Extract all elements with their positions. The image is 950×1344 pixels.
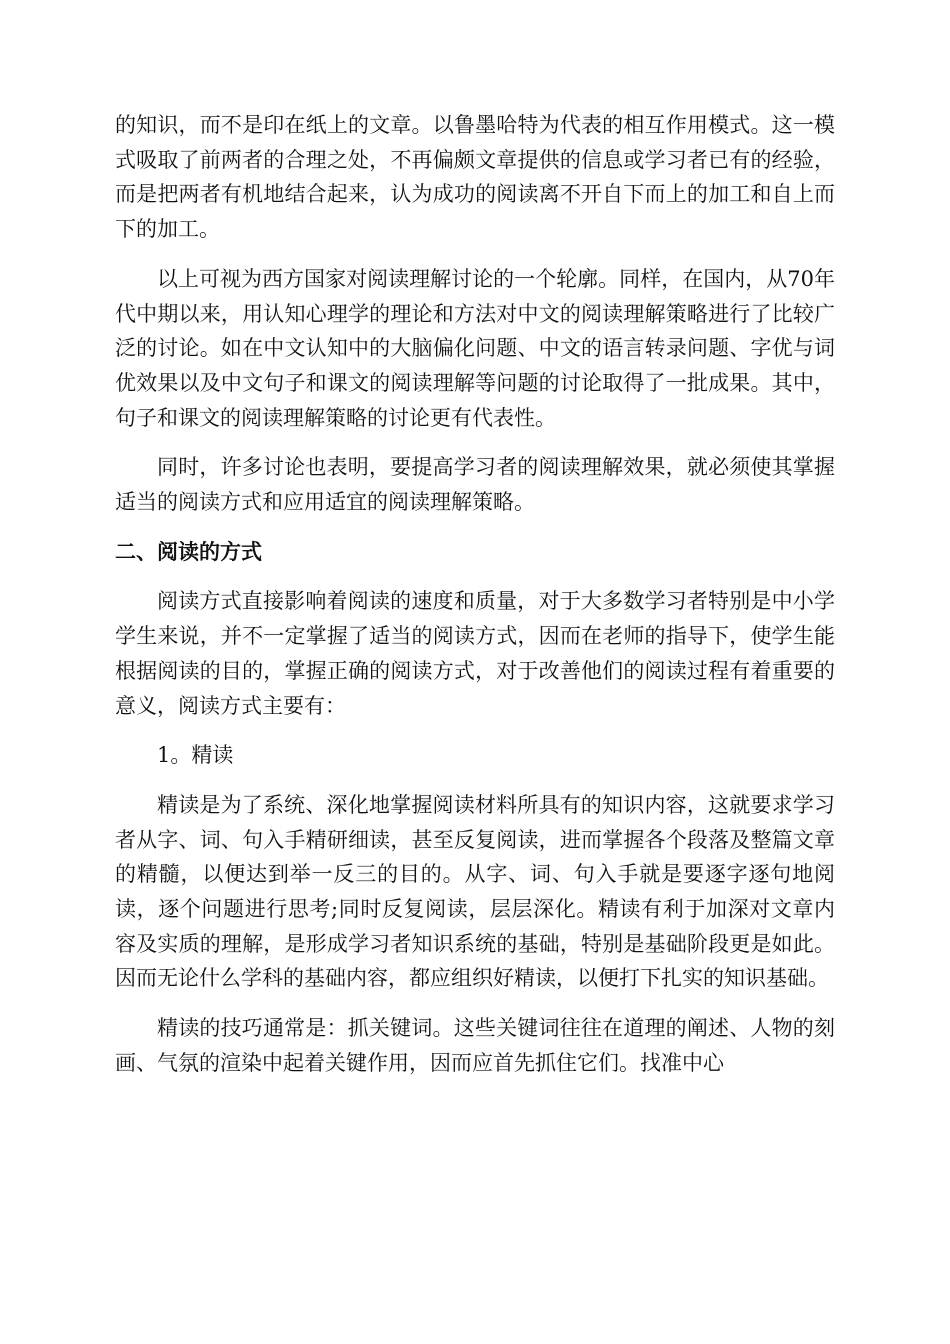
section-heading-reading-methods: 二、阅读的方式 [115, 539, 262, 564]
paragraph-reading-methods-intro: 阅读方式直接影响着阅读的速度和质量，对于大多数学习者特别是中小学学生来说，并不一定掌握了适当的阅读方式，因而在老师的指导下，使学生能根据阅读的目的，掌握正确的阅读方式，对于改善他们的阅读过程有着重要的意义，阅读方式主要有： [115, 589, 835, 718]
paragraph-western-overview: 以上可视为西方国家对阅读理解讨论的一个轮廓。同样，在国内，从70年代中期以来，用认知心理学的理论和方法对中文的阅读理解策略进行了比较广泛的讨论。如在中文认知中的大脑偏化问题、中文的语言转录问题、字优与词优效果以及中文句子和课文的阅读理解等问题的讨论取得了一批成果。其中，句子和课文的阅读理解策略的讨论更有代表性。 [115, 266, 835, 430]
paragraph-discussion-conclusion: 同时，许多讨论也表明，要提高学习者的阅读理解效果，就必须使其掌握适当的阅读方式和应用适宜的阅读理解策略。 [115, 455, 835, 515]
document-page [115, 108, 835, 1096]
paragraph-intensive-reading-techniques: 精读的技巧通常是：抓关键词。这些关键词往往在道理的阐述、人物的刻画、气氛的渲染中起着关键作用，因而应首先抓住它们。找准中心 [115, 1016, 835, 1075]
subheading-intensive-reading: 1。精读 [157, 743, 234, 768]
paragraph-intensive-reading: 精读是为了系统、深化地掌握阅读材料所具有的知识内容，这就要求学习者从字、词、句入手精研细读，甚至反复阅读，进而掌握各个段落及整篇文章的精髓，以便达到举一反三的目的。从字、词、句入手就是要逐字逐句地阅读，逐个问题进行思考;同时反复阅读，层层深化。精读有利于加深对文章内容及实质的理解，是形成学习者知识系统的基础，特别是基础阶段更是如此。因而无论什么学科的基础内容，都应组织好精读，以便打下扎实的知识基础。 [115, 792, 835, 991]
paragraph-continuation: 的知识，而不是印在纸上的文章。以鲁墨哈特为代表的相互作用模式。这一模式吸取了前两者的合理之处，不再偏颇文章提供的信息或学习者已有的经验，而是把两者有机地结合起来，认为成功的阅读离不开自下而上的加工和自上而下的加工。 [115, 113, 835, 242]
